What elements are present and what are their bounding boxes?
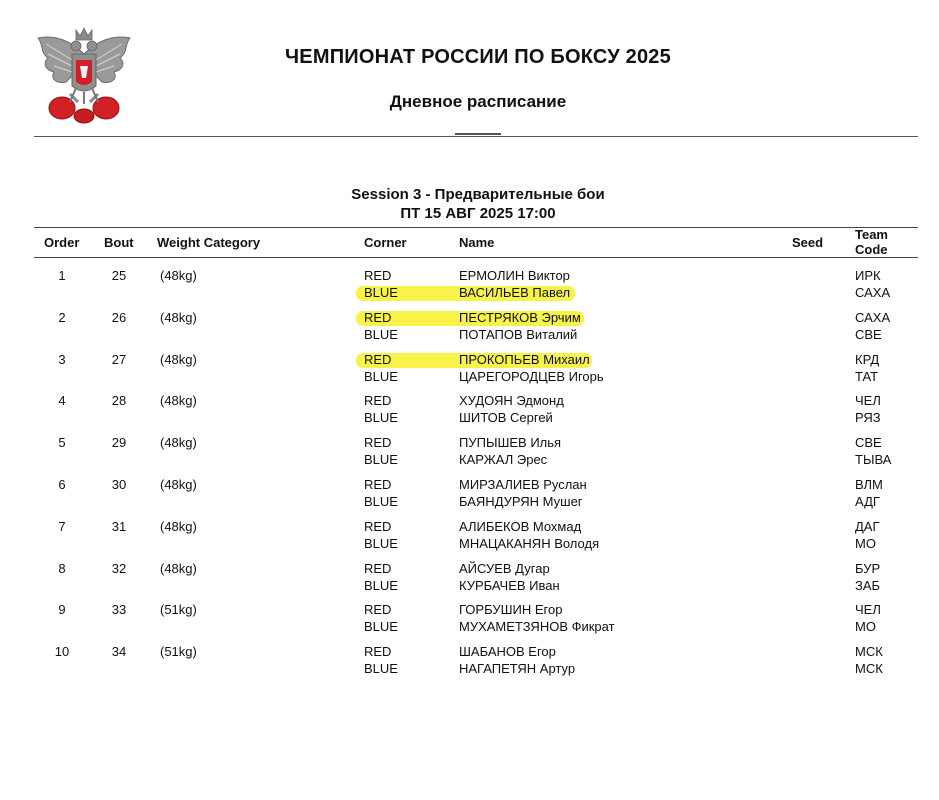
bout-order: 4 xyxy=(58,393,66,408)
red-boxer-name: АЙСУЕВ Дугар xyxy=(459,561,550,576)
column-header-team-line1: Team xyxy=(855,227,888,242)
bout-order: 7 xyxy=(58,519,66,534)
bout-bout: 25 xyxy=(111,268,127,283)
blue-team-code: АДГ xyxy=(855,494,880,509)
blue-team-code: МО xyxy=(855,536,876,551)
session-heading xyxy=(150,185,806,223)
table-header-bottom-rule xyxy=(34,257,918,258)
bout-bout: 31 xyxy=(111,519,127,534)
red-corner-label: RED xyxy=(364,477,392,492)
bout-bout: 32 xyxy=(111,561,127,576)
column-header-team-code xyxy=(855,227,888,257)
red-boxer-name: ПРОКОПЬЕВ Михаил xyxy=(459,352,590,367)
column-header-corner: Corner xyxy=(364,235,407,250)
header-divider-mark xyxy=(455,133,501,135)
blue-team-code: МО xyxy=(855,619,876,634)
document-subtitle: Дневное расписание xyxy=(389,92,567,111)
red-team-code: МСК xyxy=(855,644,883,659)
red-team-code: ДАГ xyxy=(855,519,880,534)
bout-weight: (48kg) xyxy=(160,477,197,492)
blue-team-code: СВЕ xyxy=(855,327,882,342)
blue-corner-label: BLUE xyxy=(364,327,398,342)
red-corner-label: RED xyxy=(364,393,392,408)
bout-bout: 27 xyxy=(111,352,127,367)
bout-bout: 26 xyxy=(111,310,127,325)
table-header-top-rule xyxy=(34,227,918,228)
red-boxer-name: МИРЗАЛИЕВ Руслан xyxy=(459,477,587,492)
blue-corner-label: BLUE xyxy=(364,578,398,593)
blue-team-code: МСК xyxy=(855,661,883,676)
red-team-code: КРД xyxy=(855,352,880,367)
blue-boxer-name: ШИТОВ Сергей xyxy=(459,410,553,425)
blue-team-code: ЗАБ xyxy=(855,578,881,593)
red-corner-label: RED xyxy=(364,268,392,283)
bout-bout: 33 xyxy=(111,602,127,617)
blue-corner-label: BLUE xyxy=(364,661,398,676)
bout-weight: (48kg) xyxy=(160,519,197,534)
bout-order: 8 xyxy=(58,561,66,576)
blue-boxer-name: ЦАРЕГОРОДЦЕВ Игорь xyxy=(459,369,604,384)
blue-boxer-name: НАГАПЕТЯН Артур xyxy=(459,661,576,676)
red-team-code: САХА xyxy=(855,310,891,325)
header-divider xyxy=(34,136,918,137)
bout-order: 2 xyxy=(58,310,66,325)
red-corner-label: RED xyxy=(364,310,392,325)
column-header-order: Order xyxy=(44,235,80,250)
red-corner-label: RED xyxy=(364,602,392,617)
bout-weight: (48kg) xyxy=(160,352,197,367)
red-boxer-name: ГОРБУШИН Егор xyxy=(459,602,563,617)
blue-corner-label: BLUE xyxy=(364,494,398,509)
bout-order: 6 xyxy=(58,477,66,492)
blue-boxer-name: МУХАМЕТЗЯНОВ Фикрат xyxy=(459,619,615,634)
blue-corner-label: BLUE xyxy=(364,285,398,300)
red-team-code: ИРК xyxy=(855,268,881,283)
bout-weight: (51kg) xyxy=(160,602,197,617)
red-team-code: ВЛМ xyxy=(855,477,883,492)
column-header-name: Name xyxy=(459,235,495,250)
red-team-code: БУР xyxy=(855,561,881,576)
blue-boxer-name: КУРБАЧЕВ Иван xyxy=(459,578,560,593)
red-boxer-name: ХУДОЯН Эдмонд xyxy=(459,393,564,408)
column-header-bout: Bout xyxy=(104,235,134,250)
session-datetime: ПТ 15 АВГ 2025 17:00 xyxy=(400,205,556,222)
red-corner-label: RED xyxy=(364,435,392,450)
red-boxer-name: ПЕСТРЯКОВ Эрчим xyxy=(459,310,581,325)
blue-team-code: ТЫВА xyxy=(855,452,892,467)
red-corner-label: RED xyxy=(364,352,392,367)
bout-bout: 34 xyxy=(111,644,127,659)
blue-team-code: ТАТ xyxy=(855,369,879,384)
bout-weight: (51kg) xyxy=(160,644,197,659)
bout-order: 10 xyxy=(54,644,70,659)
russian-eagle-boxing-gloves-emblem-icon xyxy=(34,24,134,124)
red-team-code: ЧЕЛ xyxy=(855,393,881,408)
document-title: ЧЕМПИОНАТ РОССИИ ПО БОКСУ 2025 xyxy=(285,46,671,68)
red-corner-label: RED xyxy=(364,561,392,576)
blue-corner-label: BLUE xyxy=(364,619,398,634)
blue-boxer-name: МНАЦАКАНЯН Володя xyxy=(459,536,600,551)
bout-order: 3 xyxy=(58,352,66,367)
red-boxer-name: АЛИБЕКОВ Мохмад xyxy=(459,519,582,534)
blue-boxer-name: БАЯНДУРЯН Мушег xyxy=(459,494,583,509)
blue-corner-label: BLUE xyxy=(364,536,398,551)
red-corner-label: RED xyxy=(364,644,392,659)
bout-bout: 28 xyxy=(111,393,127,408)
blue-corner-label: BLUE xyxy=(364,369,398,384)
column-header-team-line2: Code xyxy=(855,242,888,257)
red-team-code: СВЕ xyxy=(855,435,882,450)
red-boxer-name: ПУПЫШЕВ Илья xyxy=(459,435,562,450)
blue-corner-label: BLUE xyxy=(364,452,398,467)
red-boxer-name: ЕРМОЛИН Виктор xyxy=(459,268,570,283)
blue-team-code: РЯЗ xyxy=(855,410,881,425)
bout-bout: 30 xyxy=(111,477,127,492)
blue-team-code: САХА xyxy=(855,285,891,300)
red-boxer-name: ШАБАНОВ Егор xyxy=(459,644,556,659)
bout-weight: (48kg) xyxy=(160,435,197,450)
blue-boxer-name: ВАСИЛЬЕВ Павел xyxy=(459,285,571,300)
red-team-code: ЧЕЛ xyxy=(855,602,881,617)
blue-boxer-name: КАРЖАЛ Эрес xyxy=(459,452,548,467)
session-title: Session 3 - Предварительные бои xyxy=(351,186,605,203)
bout-bout: 29 xyxy=(111,435,127,450)
bout-order: 9 xyxy=(58,602,66,617)
blue-corner-label: BLUE xyxy=(364,410,398,425)
red-corner-label: RED xyxy=(364,519,392,534)
bout-weight: (48kg) xyxy=(160,561,197,576)
blue-boxer-name: ПОТАПОВ Виталий xyxy=(459,327,578,342)
bout-order: 1 xyxy=(58,268,66,283)
bout-weight: (48kg) xyxy=(160,268,197,283)
bout-weight: (48kg) xyxy=(160,393,197,408)
bout-weight: (48kg) xyxy=(160,310,197,325)
bout-order: 5 xyxy=(58,435,66,450)
column-header-weight-category: Weight Category xyxy=(157,235,261,250)
column-header-seed: Seed xyxy=(792,235,824,250)
